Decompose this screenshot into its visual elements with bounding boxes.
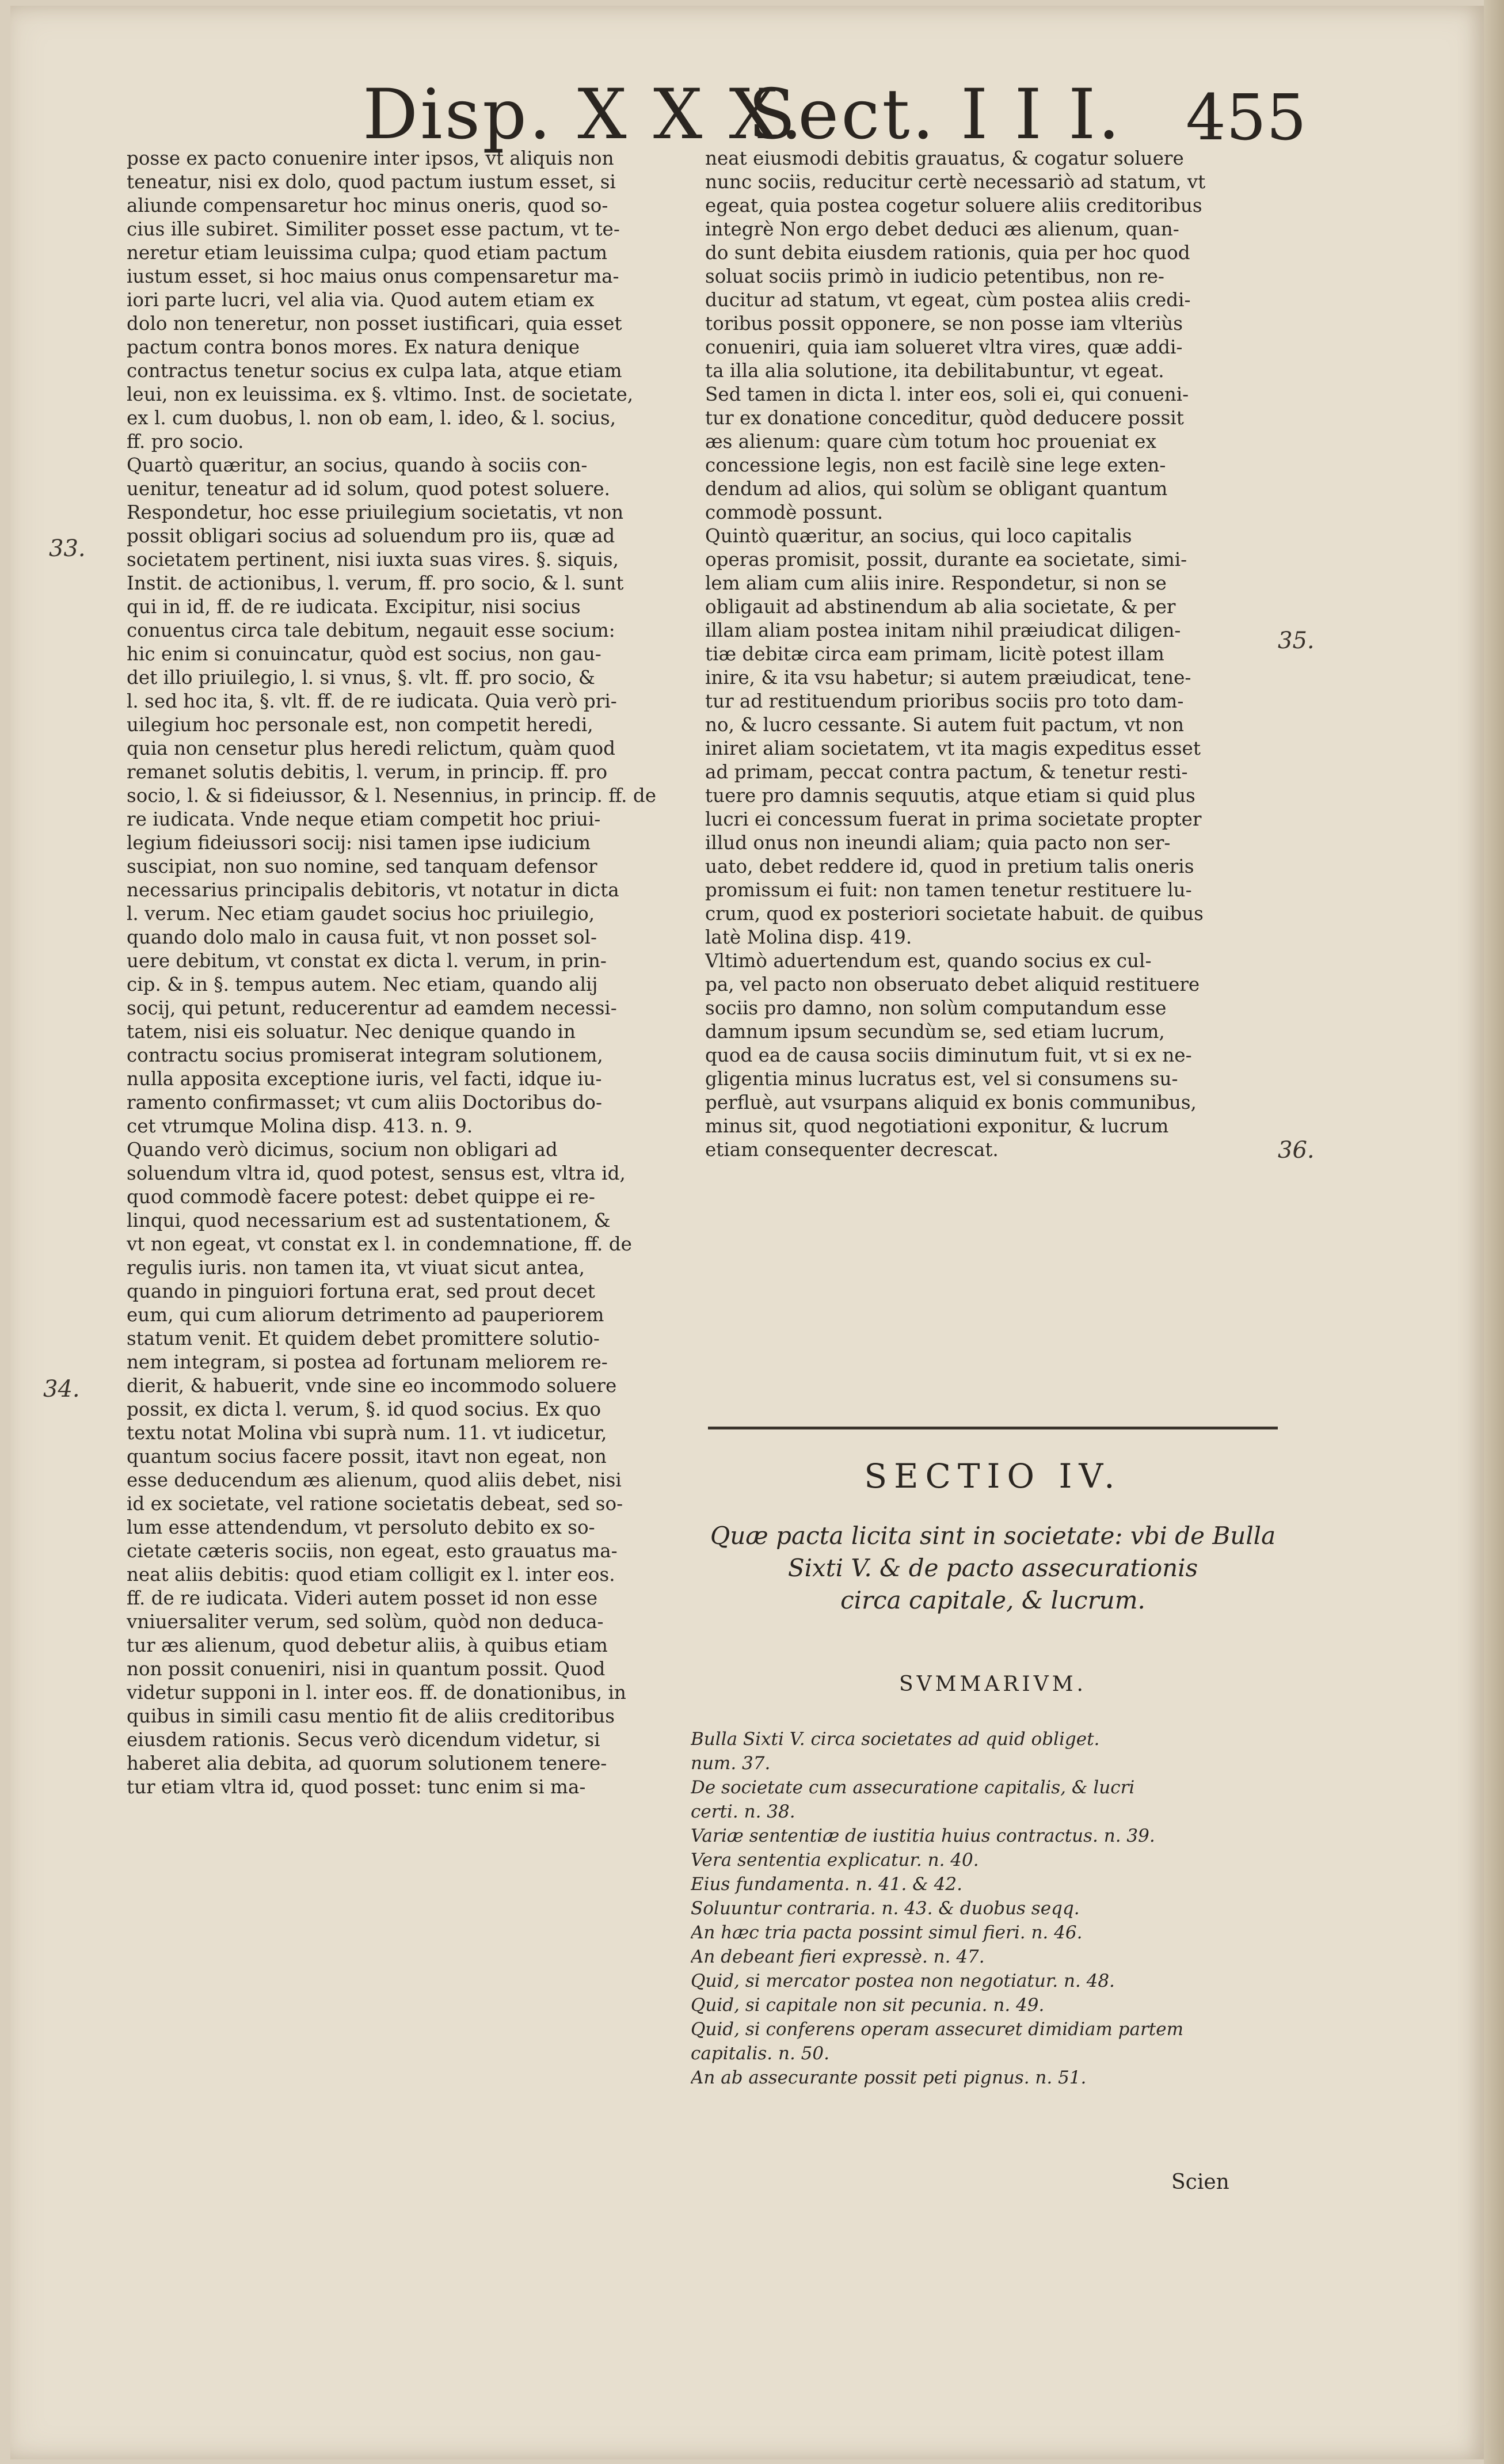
summarium-item: Eius fundamenta. n. 41. & 42. bbox=[691, 1874, 962, 1895]
running-head-disputation: Disp. X X X. bbox=[363, 75, 805, 155]
subtitle-line: Quæ pacta licita sint in societate: vbi de Bulla bbox=[710, 1522, 1276, 1550]
text-line: pa, vel pacto non obseruato debet aliquid restituere bbox=[705, 974, 1200, 995]
summarium-item: capitalis. n. 50. bbox=[691, 2043, 829, 2064]
text-line: videtur supponi in l. inter eos. ff. de donationibus, in bbox=[127, 1682, 626, 1703]
text-line: tur ad restituendum prioribus sociis pro toto dam- bbox=[705, 690, 1184, 712]
section-divider-rule bbox=[708, 1427, 1278, 1429]
text-line: statum venit. Et quidem debet promittere solutio- bbox=[127, 1328, 600, 1349]
text-line: societatem pertinent, nisi iuxta suas vires. §. siquis, bbox=[127, 549, 619, 571]
text-line: tiæ debitæ circa eam primam, licitè potest illam bbox=[705, 643, 1164, 665]
text-line: aliunde compensaretur hoc minus oneris, quod so- bbox=[127, 195, 608, 216]
text-line: cet vtrumque Molina disp. 413. n. 9. bbox=[127, 1115, 473, 1137]
summarium-item: De societate cum assecuratione capitalis, & lucri bbox=[691, 1777, 1135, 1798]
text-line: gligentia minus lucratus est, vel si consumens su- bbox=[705, 1068, 1178, 1090]
text-line: eum, qui cum aliorum detrimento ad pauperiorem bbox=[127, 1304, 604, 1326]
right-text-column bbox=[705, 147, 1281, 1162]
summarium-item: certi. n. 38. bbox=[691, 1801, 795, 1822]
text-line: soluat sociis primò in iudicio petentibus, non re- bbox=[705, 265, 1164, 287]
text-line: contractu socius promiserat integram solutionem, bbox=[127, 1044, 603, 1066]
text-line: cip. & in §. tempus autem. Nec etiam, quando alij bbox=[127, 974, 598, 995]
page-number: 455 bbox=[1186, 81, 1307, 154]
text-line: latè Molina disp. 419. bbox=[705, 926, 912, 948]
subtitle-line: circa capitale, & lucrum. bbox=[840, 1586, 1145, 1614]
page-edge bbox=[1484, 0, 1504, 2464]
text-line: Vltimò aduertendum est, quando socius ex cul- bbox=[705, 950, 1152, 972]
text-line: æs alienum: quare cùm totum hoc proueniat ex bbox=[705, 431, 1156, 453]
text-line: do sunt debita eiusdem rationis, quia per hoc quod bbox=[705, 242, 1190, 264]
text-line: neretur etiam leuissima culpa; quod etiam pactum bbox=[127, 242, 608, 264]
text-line: possit obligari socius ad soluendum pro iis, quæ ad bbox=[127, 525, 615, 547]
text-line: hic enim si conuincatur, quòd est socius, non gau- bbox=[127, 643, 601, 665]
summarium-item: Quid, si capitale non sit pecunia. n. 49. bbox=[691, 1995, 1045, 2016]
text-line: neat eiusmodi debitis grauatus, & cogatur soluere bbox=[705, 147, 1184, 169]
summarium-heading: SVMMARIVM. bbox=[898, 1672, 1087, 1696]
text-line: ad primam, peccat contra pactum, & tenetur resti- bbox=[705, 761, 1188, 783]
text-line: egeat, quia postea cogetur soluere aliis creditoribus bbox=[705, 195, 1202, 216]
text-line: operas promisit, possit, durante ea societate, simi- bbox=[705, 549, 1187, 571]
text-line: toribus possit opponere, se non posse iam vlteriùs bbox=[705, 313, 1183, 334]
text-line: Instit. de actionibus, l. verum, ff. pro socio, & l. sunt bbox=[127, 572, 624, 594]
margin-number-33: 33. bbox=[49, 535, 86, 562]
summarium-item: An ab assecurante possit peti pignus. n. 51. bbox=[691, 2067, 1087, 2088]
catchword: Scien bbox=[1171, 2170, 1229, 2194]
summarium-item: Quid, si conferens operam assecuret dimidiam partem bbox=[691, 2019, 1183, 2040]
text-line: id ex societate, vel ratione societatis debeat, sed so- bbox=[127, 1493, 623, 1515]
summarium-list bbox=[691, 1727, 1278, 2090]
text-line: tur æs alienum, quod debetur aliis, à quibus etiam bbox=[127, 1634, 608, 1656]
text-line: Sed tamen in dicta l. inter eos, soli ei, qui conueni- bbox=[705, 383, 1189, 405]
text-line: iori parte lucri, vel alia via. Quod autem etiam ex bbox=[127, 289, 595, 311]
text-line: vniuersaliter verum, sed solùm, quòd non deduca- bbox=[127, 1611, 604, 1633]
text-line: conueniri, quia iam solueret vltra vires, quæ addi- bbox=[705, 336, 1183, 358]
text-line: illud onus non ineundi aliam; quia pacto non ser- bbox=[705, 832, 1171, 854]
text-line: iustum esset, si hoc maius onus compensaretur ma- bbox=[127, 265, 619, 287]
text-line: uere debitum, vt constat ex dicta l. verum, in prin- bbox=[127, 950, 607, 972]
text-line: dolo non teneretur, non posset iustificari, quia esset bbox=[127, 313, 622, 334]
summarium-item: num. 37. bbox=[691, 1753, 771, 1774]
text-line: crum, quod ex posteriori societate habuit. de quibus bbox=[705, 903, 1204, 925]
margin-number-36: 36. bbox=[1278, 1137, 1315, 1163]
text-line: qui in id, ff. de re iudicata. Excipitur, nisi socius bbox=[127, 596, 581, 618]
text-line: sociis pro damno, non solùm computandum esse bbox=[705, 997, 1167, 1019]
text-line: Respondetur, hoc esse priuilegium societatis, vt non bbox=[127, 501, 624, 523]
text-line: tatem, nisi eis soluatur. Nec denique quando in bbox=[127, 1021, 576, 1043]
summarium-item: Variæ sententiæ de iustitia huius contractus. n. 39. bbox=[691, 1826, 1155, 1846]
summarium-item: Soluuntur contraria. n. 43. & duobus seqq. bbox=[691, 1898, 1080, 1919]
summarium-item: An hæc tria pacta possint simul fieri. n. 46. bbox=[691, 1922, 1083, 1943]
text-line: ff. de re iudicata. Videri autem posset id non esse bbox=[127, 1587, 598, 1609]
text-line: promissum ei fuit: non tamen tenetur restituere lu- bbox=[705, 879, 1192, 901]
section-heading: SECTIO IV. bbox=[864, 1457, 1122, 1496]
text-line: inire, & ita vsu habetur; si autem præiudicat, tene- bbox=[705, 667, 1191, 689]
text-line: tuere pro damnis sequutis, atque etiam si quid plus bbox=[705, 785, 1195, 807]
text-line: lem aliam cum aliis inire. Respondetur, si non se bbox=[705, 572, 1167, 594]
text-line: leui, non ex leuissima. ex §. vltimo. Inst. de societate, bbox=[127, 383, 634, 405]
text-line: quantum socius facere possit, itavt non egeat, non bbox=[127, 1446, 607, 1467]
text-line: vt non egeat, vt constat ex l. in condemnatione, ff. de bbox=[127, 1233, 632, 1255]
text-line: quod commodè facere potest: debet quippe ei re- bbox=[127, 1186, 595, 1208]
text-line: cietate cæteris sociis, non egeat, esto grauatus ma- bbox=[127, 1540, 618, 1562]
text-line: esse deducendum æs alienum, quod aliis debet, nisi bbox=[127, 1469, 622, 1491]
text-line: ta illa alia solutione, ita debilitabuntur, vt egeat. bbox=[705, 360, 1164, 382]
text-line: uilegium hoc personale est, non competit heredi, bbox=[127, 714, 593, 736]
text-line: posse ex pacto conuenire inter ipsos, vt aliquis non bbox=[127, 147, 614, 169]
text-line: suscipiat, non suo nomine, sed tanquam defensor bbox=[127, 855, 597, 877]
text-line: neat aliis debitis: quod etiam colligit ex l. inter eos. bbox=[127, 1564, 615, 1585]
text-line: legium fideiussori socij: nisi tamen ipse iudicium bbox=[127, 832, 591, 854]
text-line: socij, qui petunt, reducerentur ad eamdem necessi- bbox=[127, 997, 617, 1019]
text-line: det illo priuilegio, l. si vnus, §. vlt. ff. pro socio, & bbox=[127, 667, 595, 689]
text-line: dendum ad alios, qui solùm se obligant quantum bbox=[705, 478, 1168, 500]
text-line: obligauit ad abstinendum ab alia societate, & per bbox=[705, 596, 1176, 618]
text-line: etiam consequenter decrescat. bbox=[705, 1139, 999, 1161]
text-line: possit, ex dicta l. verum, §. id quod socius. Ex quo bbox=[127, 1398, 601, 1420]
running-head-section: Sect. I I I. bbox=[748, 75, 1122, 155]
text-line: ramento confirmasset; vt cum aliis Doctoribus do- bbox=[127, 1092, 602, 1113]
text-line: Quartò quæritur, an socius, quando à sociis con- bbox=[127, 454, 588, 476]
text-line: contractus tenetur socius ex culpa lata, atque etiam bbox=[127, 360, 622, 382]
text-line: Quintò quæritur, an socius, qui loco capitalis bbox=[705, 525, 1132, 547]
text-line: quibus in simili casu mentio fit de aliis creditoribus bbox=[127, 1705, 615, 1727]
summarium-item: Quid, si mercator postea non negotiatur. n. 48. bbox=[691, 1971, 1115, 1991]
margin-number-35: 35. bbox=[1278, 628, 1315, 654]
text-line: pactum contra bonos mores. Ex natura denique bbox=[127, 336, 580, 358]
text-line: ex l. cum duobus, l. non ob eam, l. ideo, & l. socius, bbox=[127, 407, 616, 429]
text-line: iniret aliam societatem, vt ita magis expeditus esset bbox=[705, 737, 1201, 759]
text-line: tur etiam vltra id, quod posset: tunc enim si ma- bbox=[127, 1776, 586, 1798]
text-line: quod ea de causa sociis diminutum fuit, vt si ex ne- bbox=[705, 1044, 1192, 1066]
text-line: ff. pro socio. bbox=[127, 431, 244, 453]
margin-number-34: 34. bbox=[43, 1376, 80, 1402]
running-head bbox=[345, 75, 1307, 155]
summarium-item: Vera sententia explicatur. n. 40. bbox=[691, 1850, 979, 1870]
text-line: textu notat Molina vbi suprà num. 11. vt iudicetur, bbox=[127, 1422, 607, 1444]
text-line: no, & lucro cessante. Si autem fuit pactum, vt non bbox=[705, 714, 1184, 736]
text-line: remanet solutis debitis, l. verum, in princip. ff. pro bbox=[127, 761, 608, 783]
text-line: uenitur, teneatur ad id solum, quod potest soluere. bbox=[127, 478, 610, 500]
text-line: non possit conueniri, nisi in quantum possit. Quod bbox=[127, 1658, 606, 1680]
text-line: nunc sociis, reducitur certè necessariò ad statum, vt bbox=[705, 171, 1206, 193]
text-line: eiusdem rationis. Secus verò dicendum videtur, si bbox=[127, 1729, 600, 1751]
text-line: damnum ipsum secundùm se, sed etiam lucrum, bbox=[705, 1021, 1165, 1043]
text-line: tur ex donatione conceditur, quòd deducere possit bbox=[705, 407, 1184, 429]
text-line: cius ille subiret. Similiter posset esse pactum, vt te- bbox=[127, 218, 620, 240]
text-line: Quando verò dicimus, socium non obligari ad bbox=[127, 1139, 558, 1161]
section-subtitle bbox=[705, 1520, 1281, 1617]
text-line: perfluè, aut vsurpans aliquid ex bonis communibus, bbox=[705, 1092, 1197, 1113]
text-line: lucri ei concessum fuerat in prima societate propter bbox=[705, 808, 1202, 830]
text-line: quia non censetur plus heredi relictum, quàm quod bbox=[127, 737, 615, 759]
text-line: linqui, quod necessarium est ad sustentationem, & bbox=[127, 1210, 611, 1231]
text-line: commodè possunt. bbox=[705, 501, 884, 523]
text-line: socio, l. & si fideiussor, & l. Nesennius, in princip. ff. de bbox=[127, 785, 657, 807]
text-line: haberet alia debita, ad quorum solutionem tenere- bbox=[127, 1752, 607, 1774]
text-line: ducitur ad statum, vt egeat, cùm postea aliis credi- bbox=[705, 289, 1191, 311]
text-line: uato, debet reddere id, quod in pretium talis oneris bbox=[705, 855, 1194, 877]
text-line: regulis iuris. non tamen ita, vt viuat sicut antea, bbox=[127, 1257, 585, 1279]
text-line: quando in pinguiori fortuna erat, sed prout decet bbox=[127, 1280, 595, 1302]
subtitle-line: Sixti V. & de pacto assecurationis bbox=[787, 1554, 1198, 1582]
text-line: lum esse attendendum, vt persoluto debito ex so- bbox=[127, 1516, 595, 1538]
left-text-column bbox=[127, 147, 702, 1799]
text-line: conuentus circa tale debitum, negauit esse socium: bbox=[127, 619, 615, 641]
text-line: illam aliam postea initam nihil præiudicat diligen- bbox=[705, 619, 1181, 641]
text-line: teneatur, nisi ex dolo, quod pactum iustum esset, si bbox=[127, 171, 616, 193]
summarium-item: Bulla Sixti V. circa societates ad quid obliget. bbox=[691, 1729, 1100, 1750]
text-line: l. verum. Nec etiam gaudet socius hoc priuilegio, bbox=[127, 903, 595, 925]
text-line: necessarius principalis debitoris, vt notatur in dicta bbox=[127, 879, 619, 901]
text-line: soluendum vltra id, quod potest, sensus est, vltra id, bbox=[127, 1162, 626, 1184]
text-line: integrè Non ergo debet deduci æs alienum, quan- bbox=[705, 218, 1179, 240]
text-line: dierit, & habuerit, vnde sine eo incommodo soluere bbox=[127, 1375, 617, 1397]
text-line: concessione legis, non est facilè sine lege exten- bbox=[705, 454, 1166, 476]
text-line: re iudicata. Vnde neque etiam competit hoc priui- bbox=[127, 808, 601, 830]
summarium-item: An debeant fieri expressè. n. 47. bbox=[691, 1946, 985, 1967]
text-line: minus sit, quod negotiationi exponitur, & lucrum bbox=[705, 1115, 1169, 1137]
text-line: nulla apposita exceptione iuris, vel facti, idque iu- bbox=[127, 1068, 602, 1090]
text-line: nem integram, si postea ad fortunam meliorem re- bbox=[127, 1351, 608, 1373]
text-line: l. sed hoc ita, §. vlt. ff. de re iudicata. Quia verò pri- bbox=[127, 690, 617, 712]
text-line: quando dolo malo in causa fuit, vt non posset sol- bbox=[127, 926, 597, 948]
